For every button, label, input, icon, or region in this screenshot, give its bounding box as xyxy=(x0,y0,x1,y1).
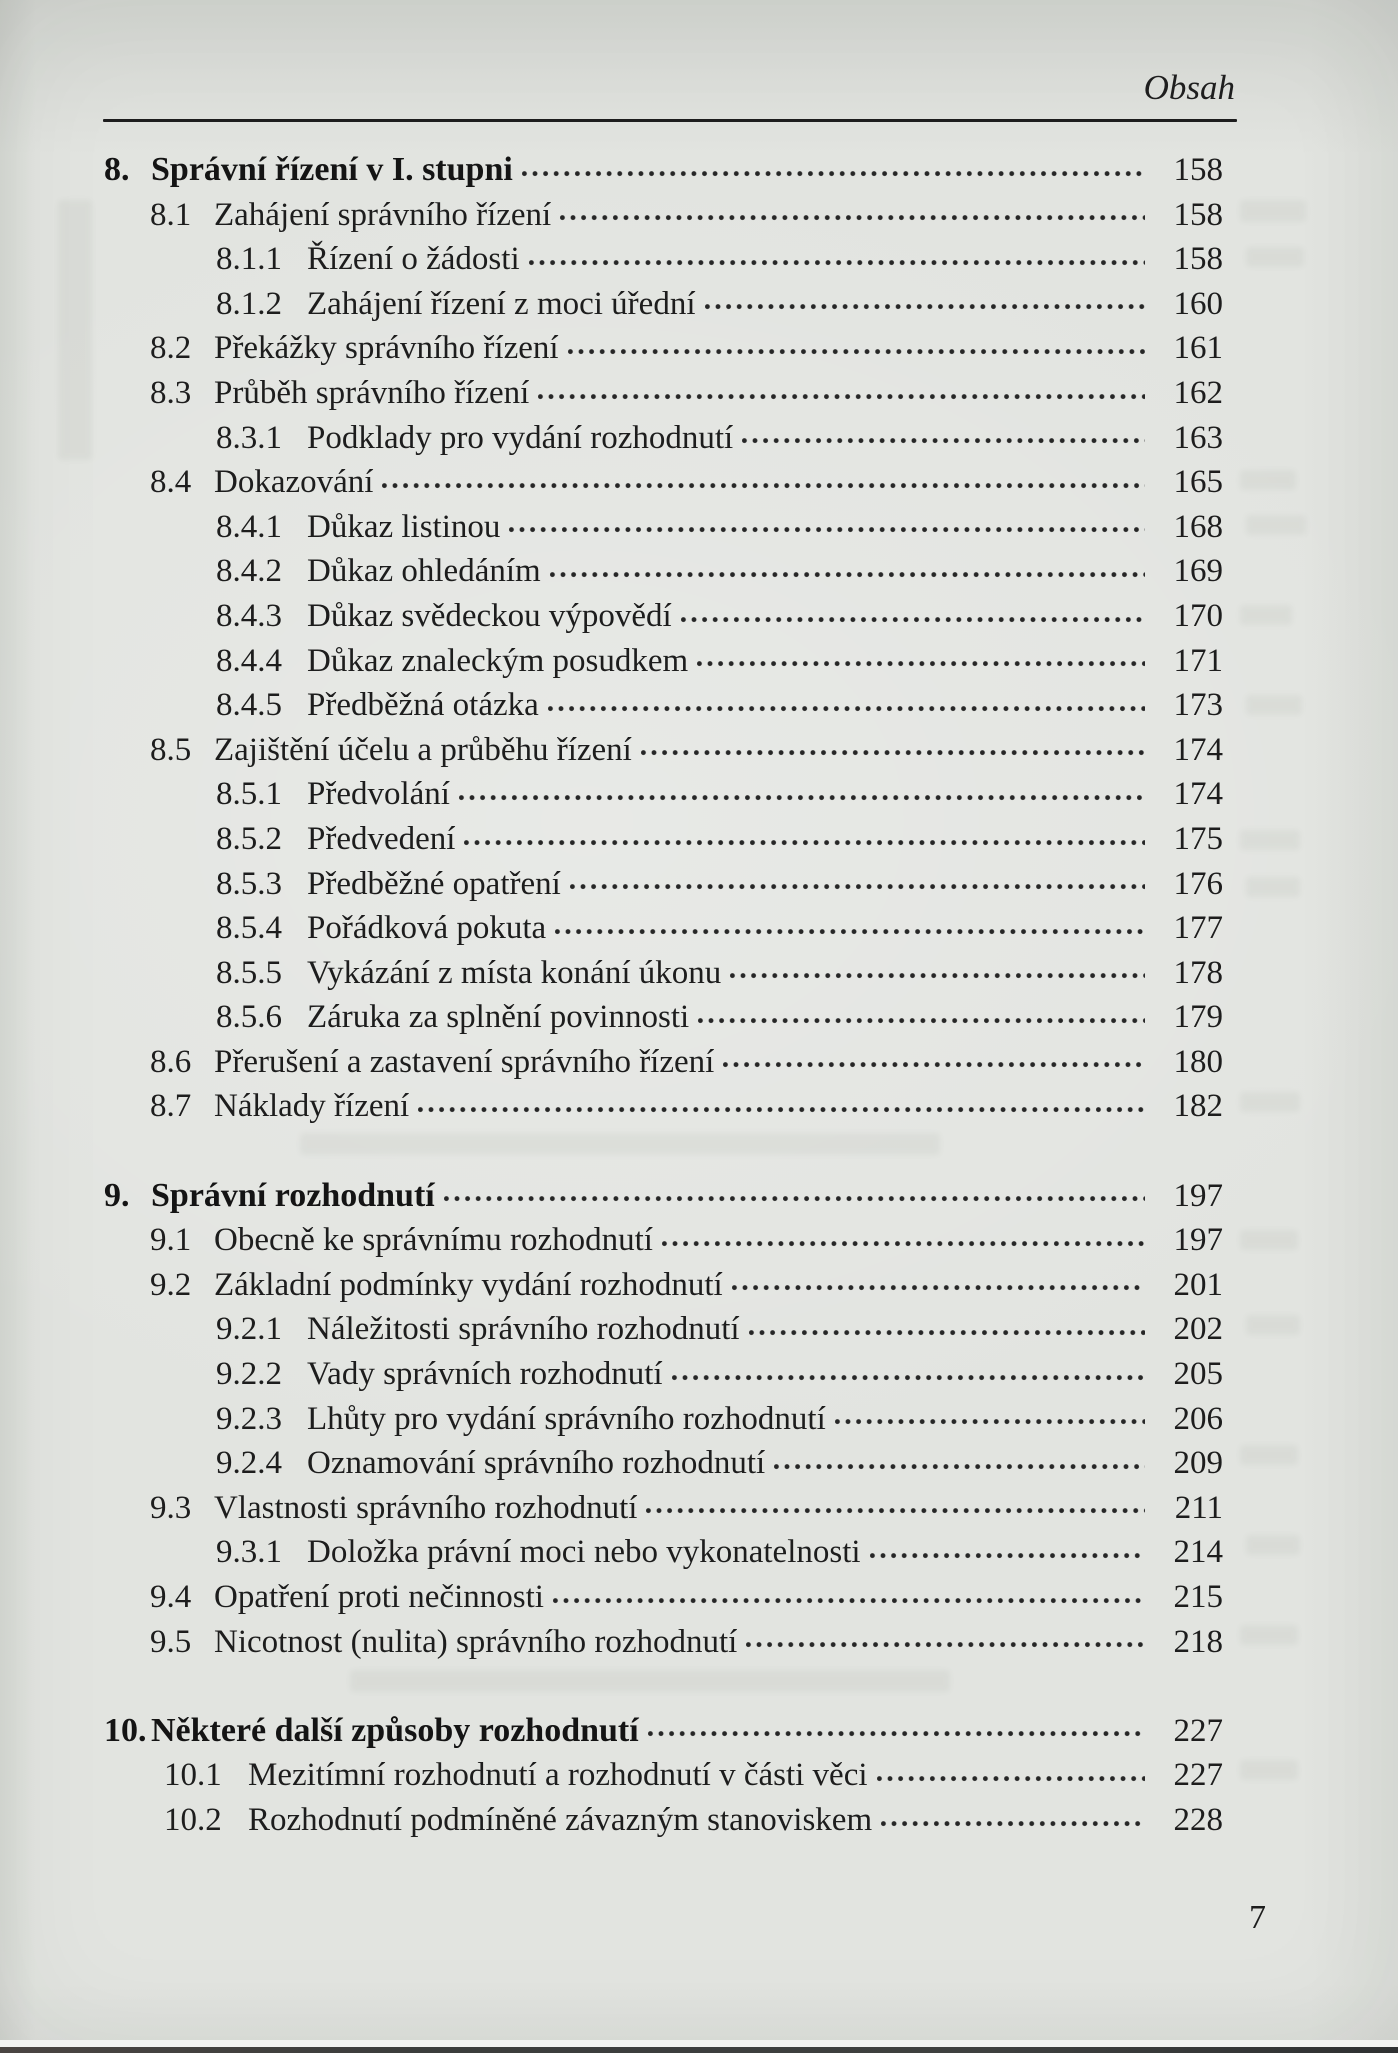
toc-entry xyxy=(0,1620,1223,1665)
toc-entry-label: Lhůty pro vydání správního rozhodnutí xyxy=(307,1400,826,1437)
dot-leader xyxy=(459,795,1145,801)
toc-entry-label: Zahájení správního řízení xyxy=(214,196,552,233)
toc-entry xyxy=(0,326,1223,371)
toc-entry-page: 165 xyxy=(1173,464,1223,501)
toc-entry-number: 9.2.4 xyxy=(216,1445,282,1482)
toc-entry xyxy=(0,1441,1223,1486)
dot-leader xyxy=(881,1821,1145,1827)
bleedthrough-smudge xyxy=(1246,695,1302,715)
dot-leader xyxy=(723,1062,1145,1068)
toc-entry xyxy=(0,416,1223,461)
toc-entry xyxy=(0,549,1223,594)
bleedthrough-smudge xyxy=(1246,1315,1300,1335)
toc-entry-label: Zajištění účelu a průběhu řízení xyxy=(214,731,632,768)
bleedthrough-smudge xyxy=(1240,1445,1298,1465)
toc-entry-number: 9. xyxy=(104,1176,130,1214)
toc-entry-number: 8.7 xyxy=(150,1088,192,1125)
toc-entry-label: Vlastnosti správního rozhodnutí xyxy=(214,1489,638,1526)
toc-entry xyxy=(0,371,1223,416)
toc-entry-number: 8.4.1 xyxy=(216,508,282,545)
toc-entry xyxy=(0,1753,1223,1798)
toc-entry-page: 162 xyxy=(1173,374,1223,411)
bleedthrough-smudge xyxy=(1240,200,1306,222)
toc-entry-number: 8.5.4 xyxy=(216,910,282,947)
toc-entry-label: Vady správních rozhodnutí xyxy=(307,1356,663,1393)
toc-entry-page: 158 xyxy=(1173,241,1223,278)
toc-entry-number: 8.5.2 xyxy=(216,820,282,857)
bleedthrough-smudge xyxy=(1246,515,1306,535)
toc-entry-number: 10.1 xyxy=(164,1757,222,1794)
toc-entry-page: 201 xyxy=(1173,1266,1223,1303)
toc-entry-page: 163 xyxy=(1173,419,1223,456)
toc-entry-page: 227 xyxy=(1173,1757,1223,1794)
bleedthrough-smudge xyxy=(1240,1230,1298,1250)
toc-entry xyxy=(0,862,1223,907)
toc-entry-label: Předvedení xyxy=(307,820,456,857)
toc-entry xyxy=(0,1307,1223,1352)
toc-entry xyxy=(0,817,1223,862)
toc-entry xyxy=(0,1218,1223,1263)
section-gap xyxy=(0,1129,1223,1174)
dot-leader xyxy=(560,215,1145,221)
toc-entry-label: Obecně ke správnímu rozhodnutí xyxy=(214,1222,653,1259)
toc-entry xyxy=(0,1709,1223,1754)
dot-leader xyxy=(529,260,1145,266)
toc-entry-label: Nicotnost (nulita) správního rozhodnutí xyxy=(214,1623,738,1660)
toc-entry-label: Zahájení řízení z moci úřední xyxy=(307,285,696,322)
dot-leader xyxy=(464,840,1145,846)
bleedthrough-smudge xyxy=(1246,877,1300,897)
dot-leader xyxy=(570,884,1145,890)
bleedthrough-smudge xyxy=(1240,1092,1300,1112)
toc-entry xyxy=(0,1040,1223,1085)
toc-entry xyxy=(0,639,1223,684)
toc-entry-page: 211 xyxy=(1174,1489,1223,1526)
toc-entry-number: 8.2 xyxy=(150,330,192,367)
toc-entry xyxy=(0,282,1223,327)
toc-entry-number: 8.1.2 xyxy=(216,285,282,322)
toc-entry xyxy=(0,1486,1223,1531)
toc-entry-number: 8.1 xyxy=(150,196,192,233)
toc-entry-number: 9.2 xyxy=(150,1266,192,1303)
toc-entry-page: 218 xyxy=(1173,1623,1223,1660)
toc-entry-number: 8.4.2 xyxy=(216,553,282,590)
toc-entry-number: 8.3 xyxy=(150,374,192,411)
toc-entry-label: Záruka za splnění povinnosti xyxy=(307,999,690,1036)
toc-entry xyxy=(0,1397,1223,1442)
toc-entry-page: 160 xyxy=(1173,285,1223,322)
bleedthrough-smudge xyxy=(1240,1625,1298,1645)
toc-entry xyxy=(0,683,1223,728)
toc-entry-label: Správní rozhodnutí xyxy=(151,1176,435,1214)
toc-entry-page: 197 xyxy=(1173,1177,1223,1214)
toc-entry-number: 9.4 xyxy=(150,1579,192,1615)
bleedthrough-smudge xyxy=(1240,470,1296,490)
toc-entry xyxy=(0,1263,1223,1308)
toc-entry-page: 176 xyxy=(1173,865,1223,902)
toc-entry-page: 214 xyxy=(1173,1534,1223,1571)
toc-entry-page: 205 xyxy=(1173,1356,1223,1393)
dot-leader xyxy=(538,394,1145,400)
toc-entry-number: 8.1.1 xyxy=(216,241,282,278)
toc-entry-page: 169 xyxy=(1173,553,1223,590)
toc-entry-page: 180 xyxy=(1173,1043,1223,1080)
toc-entry-label: Předběžná otázka xyxy=(307,687,539,724)
toc-list xyxy=(0,148,1223,1843)
toc-entry-number: 8.5.1 xyxy=(216,776,282,813)
dot-leader xyxy=(730,973,1145,979)
dot-leader xyxy=(746,1642,1145,1648)
header-rule xyxy=(103,119,1237,122)
toc-entry-label: Oznamování správního rozhodnutí xyxy=(307,1445,766,1482)
toc-entry-page: 178 xyxy=(1173,954,1223,991)
toc-entry-label: Dokazování xyxy=(214,464,374,501)
dot-leader xyxy=(522,171,1145,177)
toc-entry-label: Rozhodnutí podmíněné závazným stanoviskem xyxy=(248,1801,873,1838)
dot-leader xyxy=(555,929,1145,935)
toc-entry-label: Mezitímní rozhodnutí a rozhodnutí v části věci xyxy=(248,1757,868,1794)
dot-leader xyxy=(697,661,1145,667)
toc-entry xyxy=(0,505,1223,550)
toc-entry-number: 9.5 xyxy=(150,1623,192,1660)
toc-entry-number: 9.3.1 xyxy=(216,1534,282,1571)
toc-entry-page: 173 xyxy=(1173,687,1223,724)
toc-entry xyxy=(0,1174,1223,1219)
toc-entry xyxy=(0,1575,1223,1620)
bleedthrough-smudge xyxy=(1240,830,1300,850)
dot-leader xyxy=(742,438,1145,444)
toc-entry xyxy=(0,951,1223,996)
toc-entry-label: Přerušení a zastavení správního řízení xyxy=(214,1043,715,1080)
toc-entry xyxy=(0,1084,1223,1129)
dot-leader xyxy=(672,1375,1145,1381)
toc-entry-label: Důkaz ohledáním xyxy=(307,553,541,590)
dot-leader xyxy=(877,1776,1145,1782)
toc-entry-page: 182 xyxy=(1173,1088,1223,1125)
toc-entry-page: 227 xyxy=(1173,1712,1223,1749)
toc-entry-number: 9.2.1 xyxy=(216,1311,282,1348)
toc-entry-label: Základní podmínky vydání rozhodnutí xyxy=(214,1266,723,1303)
toc-entry-number: 8. xyxy=(104,151,130,188)
toc-entry-label: Podklady pro vydání rozhodnutí xyxy=(307,419,734,456)
toc-entry-label: Překážky správního řízení xyxy=(214,330,559,367)
toc-entry-number: 10. xyxy=(104,1711,147,1749)
dot-leader xyxy=(444,1196,1145,1202)
toc-entry-label: Pořádková pokuta xyxy=(307,910,547,947)
scan-bottom-edge xyxy=(0,2047,1398,2053)
dot-leader xyxy=(662,1241,1145,1247)
toc-entry-label: Důkaz listinou xyxy=(307,508,501,545)
toc-entry xyxy=(0,1530,1223,1575)
toc-entry-label: Průběh správního řízení xyxy=(214,374,530,411)
dot-leader xyxy=(568,349,1145,355)
toc-entry-number: 10.2 xyxy=(164,1801,222,1838)
toc-entry xyxy=(0,237,1223,282)
toc-entry-number: 8.3.1 xyxy=(216,419,282,456)
bleedthrough-smudge xyxy=(1240,605,1292,625)
toc-entry-page: 179 xyxy=(1173,999,1223,1036)
toc-entry-page: 206 xyxy=(1173,1400,1223,1437)
dot-leader xyxy=(509,527,1145,533)
dot-leader xyxy=(870,1553,1145,1559)
toc-entry-label: Důkaz znaleckým posudkem xyxy=(307,642,689,679)
toc-entry-page: 171 xyxy=(1173,642,1223,679)
toc-entry-page: 228 xyxy=(1173,1801,1223,1838)
toc-entry-page: 175 xyxy=(1173,820,1223,857)
toc-entry-number: 9.2.2 xyxy=(216,1356,282,1393)
toc-entry xyxy=(0,906,1223,951)
toc-entry-label: Předběžné opatření xyxy=(307,865,561,902)
dot-leader xyxy=(550,572,1145,578)
dot-leader xyxy=(774,1464,1145,1470)
toc-entry-label: Náklady řízení xyxy=(214,1088,410,1125)
toc-entry xyxy=(0,148,1223,193)
toc-entry-page: 158 xyxy=(1173,196,1223,233)
toc-entry xyxy=(0,1798,1223,1843)
toc-entry-number: 8.5.6 xyxy=(216,999,282,1036)
toc-entry-page: 174 xyxy=(1173,731,1223,768)
toc-entry-label: Doložka právní moci nebo vykonatelnosti xyxy=(307,1534,861,1571)
toc-entry xyxy=(0,594,1223,639)
toc-entry-number: 9.1 xyxy=(150,1222,192,1259)
toc-entry-number: 9.2.3 xyxy=(216,1400,282,1437)
toc-entry-page: 170 xyxy=(1173,597,1223,634)
toc-entry-number: 8.5.3 xyxy=(216,865,282,902)
toc-entry-page: 177 xyxy=(1173,910,1223,947)
toc-entry-page: 161 xyxy=(1173,330,1223,367)
toc-entry xyxy=(0,995,1223,1040)
toc-entry-label: Řízení o žádosti xyxy=(307,241,520,278)
dot-leader xyxy=(732,1285,1145,1291)
toc-entry-number: 8.5 xyxy=(150,731,192,768)
section-gap xyxy=(0,1664,1223,1709)
bleedthrough-smudge xyxy=(1246,247,1304,267)
toc-entry-label: Vykázání z místa konání úkonu xyxy=(307,954,722,991)
toc-entry-page: 209 xyxy=(1173,1445,1223,1482)
page-number-folio: 7 xyxy=(1249,1899,1266,1936)
toc-entry-label: Správní řízení v I. stupni xyxy=(151,151,513,188)
dot-leader xyxy=(749,1330,1145,1336)
toc-entry-page: 174 xyxy=(1173,776,1223,813)
dot-leader xyxy=(382,483,1145,489)
toc-entry-label: Předvolání xyxy=(307,776,450,813)
toc-entry-page: 215 xyxy=(1173,1579,1223,1615)
toc-entry-number: 8.4.3 xyxy=(216,597,282,634)
toc-entry-page: 202 xyxy=(1173,1311,1223,1348)
dot-leader xyxy=(418,1107,1145,1113)
toc-entry-number: 8.4.4 xyxy=(216,642,282,679)
dot-leader xyxy=(681,617,1145,623)
toc-entry xyxy=(0,728,1223,773)
toc-entry-label: Opatření proti nečinnosti xyxy=(214,1579,544,1615)
toc-entry-page: 197 xyxy=(1173,1222,1223,1259)
toc-entry xyxy=(0,1352,1223,1397)
toc-entry-number: 8.4.5 xyxy=(216,687,282,724)
dot-leader xyxy=(705,304,1146,310)
dot-leader xyxy=(641,750,1145,756)
dot-leader xyxy=(698,1018,1145,1024)
toc-entry-number: 8.6 xyxy=(150,1043,192,1080)
toc-entry-number: 9.3 xyxy=(150,1489,192,1526)
dot-leader xyxy=(646,1508,1145,1514)
toc-entry-number: 8.4 xyxy=(150,464,192,501)
toc-entry-number: 8.5.5 xyxy=(216,954,282,991)
toc-entry-label: Důkaz svědeckou výpovědí xyxy=(307,597,672,634)
dot-leader xyxy=(548,706,1145,712)
bleedthrough-smudge xyxy=(1246,1535,1300,1555)
dot-leader xyxy=(553,1598,1145,1604)
dot-leader xyxy=(648,1731,1145,1737)
running-head: Obsah xyxy=(1143,68,1235,107)
toc-entry-label: Náležitosti správního rozhodnutí xyxy=(307,1311,740,1348)
toc-entry xyxy=(0,193,1223,238)
toc-entry-page: 158 xyxy=(1173,152,1223,188)
toc-entry xyxy=(0,460,1223,505)
dot-leader xyxy=(835,1419,1145,1425)
toc-entry-page: 168 xyxy=(1173,508,1223,545)
bleedthrough-smudge xyxy=(1240,1760,1298,1780)
toc-entry xyxy=(0,772,1223,817)
toc-entry-label: Některé další způsoby rozhodnutí xyxy=(151,1711,639,1749)
